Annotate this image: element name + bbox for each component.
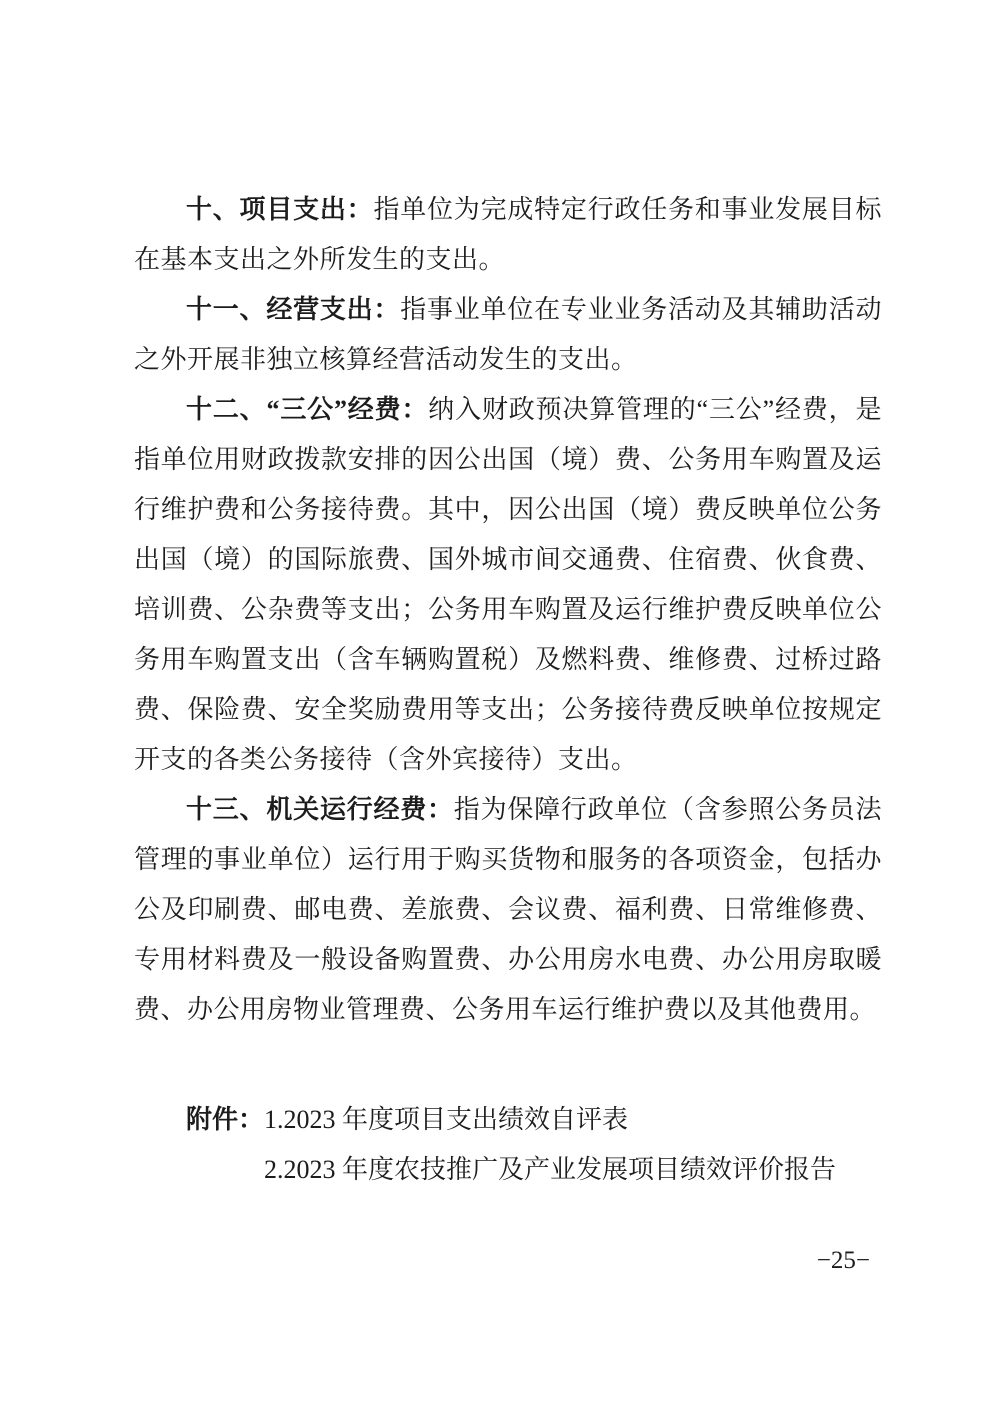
attachment-item: 1.2023 年度项目支出绩效自评表 [264, 1105, 629, 1134]
paragraph-lead: 十二、“三公”经费： [186, 395, 429, 424]
attachments-block [186, 1095, 882, 1195]
attachment-item: 2.2023 年度农技推广及产业发展项目绩效评价报告 [264, 1155, 837, 1184]
paragraph-lead: 十三、机关运行经费： [186, 795, 454, 824]
paragraph-item-13 [134, 785, 882, 1035]
attachments-list [264, 1095, 836, 1195]
paragraph-text: 指为保障行政单位（含参照公务员法管理的事业单位）运行用于购买货物和服务的各项资金，包括办公及印刷费、邮电费、差旅费、会议费、福利费、日常维修费、专用材料费及一般设备购置费、办公用房水电费、办公用房取暖费、办公用房物业管理费、公务用车运行维护费以及其他费用。 [134, 795, 882, 1024]
attachments-label: 附件： [186, 1105, 265, 1134]
document-body [134, 185, 882, 1195]
paragraph-text: 纳入财政预决算管理的“三公”经费，是指单位用财政拨款安排的因公出国（境）费、公务用车购置及运行维护费和公务接待费。其中，因公出国（境）费反映单位公务出国（境）的国际旅费、国外城市间交通费、住宿费、伙食费、培训费、公杂费等支出；公务用车购置及运行维护费反映单位公务用车购置支出（含车辆购置税）及燃料费、维修费、过桥过路费、保险费、安全奖励费用等支出；公务接待费反映单位按规定开支的各类公务接待（含外宾接待）支出。 [134, 395, 882, 774]
paragraph-item-10 [134, 185, 882, 285]
paragraph-lead: 十、项目支出： [186, 195, 374, 224]
paragraph-item-12 [134, 385, 882, 785]
page-footer [817, 1246, 870, 1276]
paragraph-text: 指单位为完成特定行政任务和事业发展目标在基本支出之外所发生的支出。 [134, 195, 882, 274]
paragraph-lead: 十一、经营支出： [186, 295, 401, 324]
paragraph-text: 指事业单位在专业业务活动及其辅助活动之外开展非独立核算经营活动发生的支出。 [134, 295, 882, 374]
paragraph-item-11 [134, 285, 882, 385]
page-number: −25− [816, 1247, 870, 1274]
